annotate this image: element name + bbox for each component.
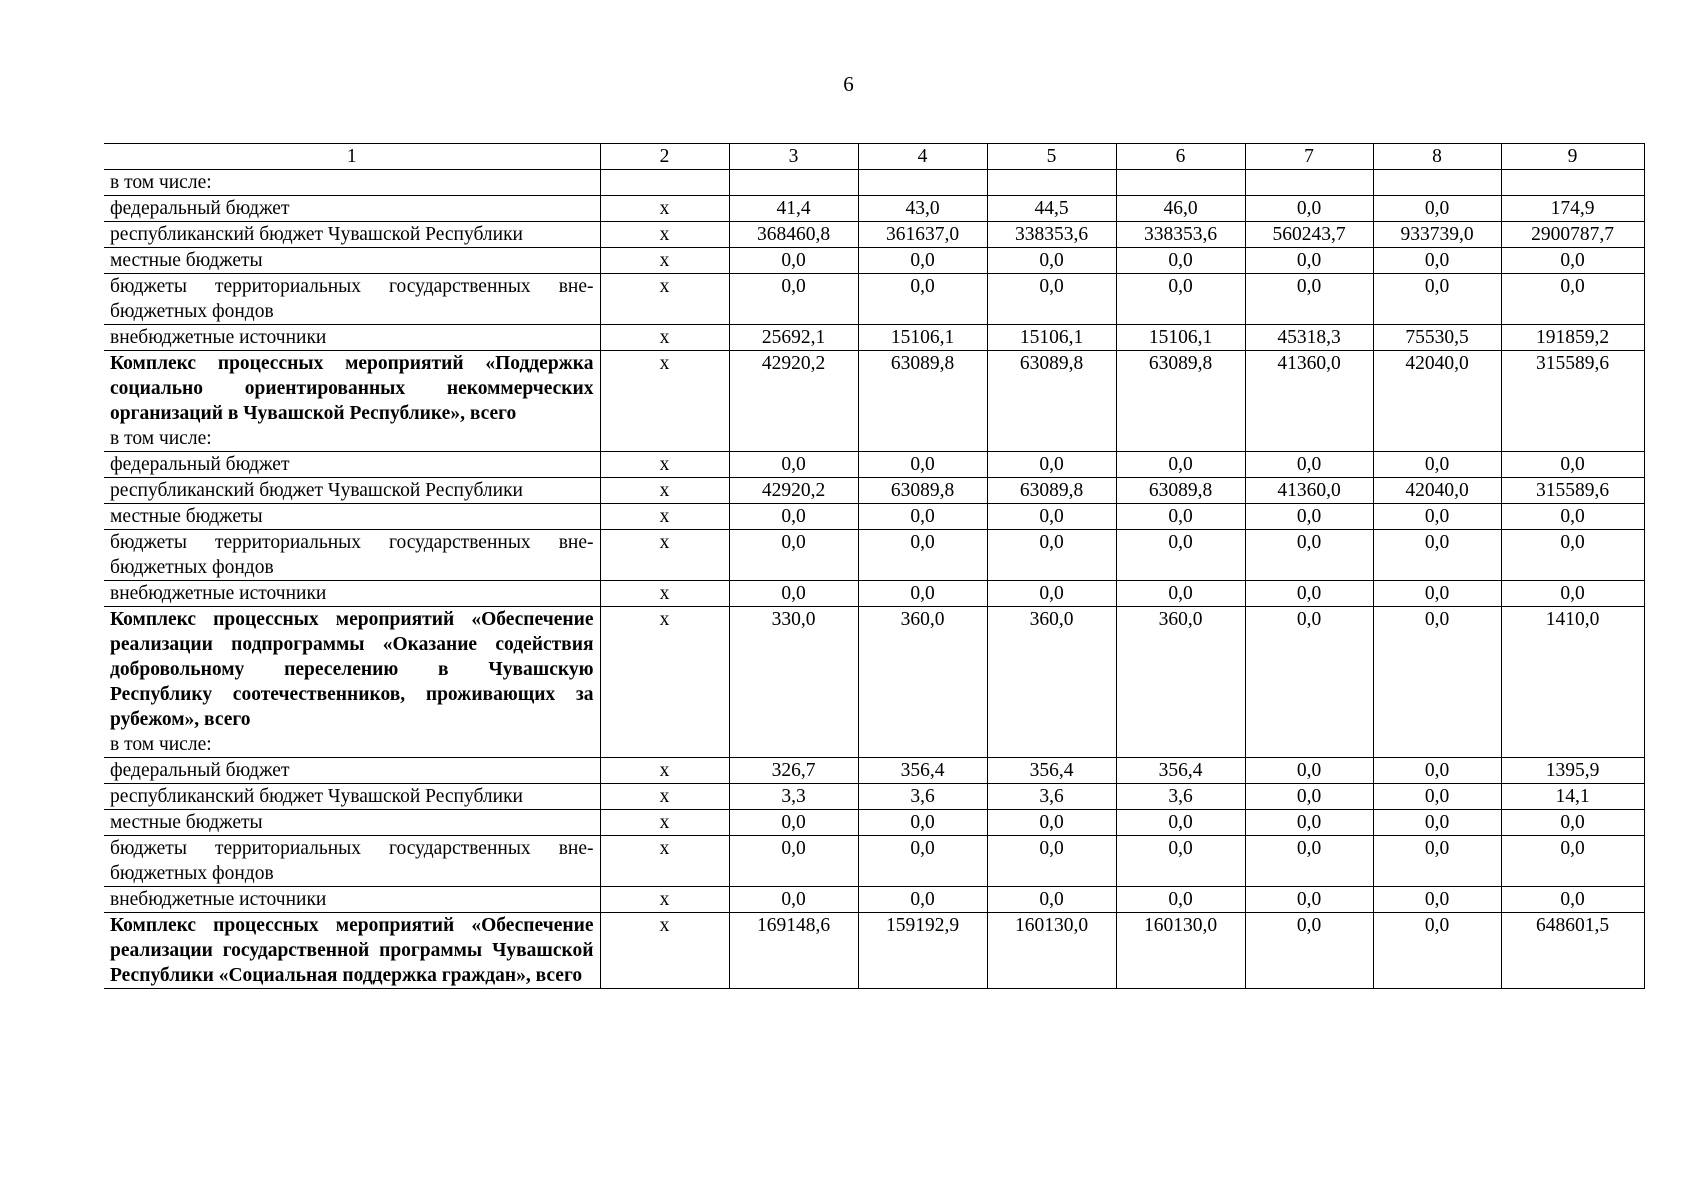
value-cell: 0,0 (729, 530, 858, 581)
value-cell: 0,0 (729, 836, 858, 887)
value-cell: 356,4 (858, 758, 987, 784)
value-cell: 0,0 (987, 836, 1116, 887)
value-cell: 0,0 (1373, 274, 1501, 325)
value-cell: 63089,8 (858, 478, 987, 504)
value-cell: 0,0 (1373, 810, 1501, 836)
value-cell: 0,0 (1501, 836, 1644, 887)
value-cell: 174,9 (1501, 196, 1644, 222)
row-label: местные бюджеты (104, 810, 600, 836)
value-cell: 15106,1 (1116, 325, 1245, 351)
value-cell: 0,0 (1245, 504, 1373, 530)
row-code-cell: х (600, 758, 729, 784)
value-cell: 1395,9 (1501, 758, 1644, 784)
value-cell: 0,0 (1245, 810, 1373, 836)
value-cell: 360,0 (858, 607, 987, 758)
row-code-cell: х (600, 504, 729, 530)
value-cell: 0,0 (1373, 913, 1501, 989)
row-label: федеральный бюджет (104, 758, 600, 784)
value-cell: 356,4 (1116, 758, 1245, 784)
row-label: федеральный бюджет (104, 452, 600, 478)
value-cell (1501, 170, 1644, 196)
row-label: бюджеты территориальных государственных вне-бюджетных фондов (104, 274, 600, 325)
row-label: внебюджетные источники (104, 581, 600, 607)
value-cell: 2900787,7 (1501, 222, 1644, 248)
value-cell: 0,0 (858, 248, 987, 274)
value-cell: 0,0 (1116, 810, 1245, 836)
row-label: внебюджетные источники (104, 325, 600, 351)
page-number: 6 (843, 72, 854, 96)
value-cell: 160130,0 (987, 913, 1116, 989)
row-label: в том числе: (104, 170, 600, 196)
row-code-cell: х (600, 325, 729, 351)
table-body (104, 170, 1644, 989)
value-cell: 0,0 (1116, 581, 1245, 607)
value-cell: 0,0 (1116, 452, 1245, 478)
value-cell: 0,0 (1116, 836, 1245, 887)
value-cell: 0,0 (1501, 530, 1644, 581)
row-label (104, 607, 600, 758)
value-cell: 0,0 (729, 248, 858, 274)
value-cell: 42920,2 (729, 478, 858, 504)
section-title: Комплекс процессных мероприятий «Поддержка социально ориентированных некоммерческих организаций в Чувашской Республике», всего (110, 353, 594, 424)
value-cell (987, 170, 1116, 196)
value-cell: 0,0 (987, 581, 1116, 607)
table-row (104, 607, 1644, 758)
value-cell: 0,0 (729, 452, 858, 478)
table-header (104, 144, 1644, 170)
row-label: федеральный бюджет (104, 196, 600, 222)
value-cell: 1410,0 (1501, 607, 1644, 758)
row-code-cell: х (600, 530, 729, 581)
value-cell: 0,0 (1501, 248, 1644, 274)
value-cell: 191859,2 (1501, 325, 1644, 351)
column-header: 9 (1501, 144, 1644, 170)
row-label: республиканский бюджет Чувашской Республики (104, 478, 600, 504)
value-cell: 368460,8 (729, 222, 858, 248)
value-cell: 315589,6 (1501, 351, 1644, 452)
table-row (104, 222, 1644, 248)
table-row (104, 248, 1644, 274)
value-cell: 0,0 (1245, 913, 1373, 989)
row-code-cell: х (600, 887, 729, 913)
row-code-cell: х (600, 274, 729, 325)
table-row (104, 452, 1644, 478)
value-cell: 0,0 (1116, 274, 1245, 325)
value-cell: 0,0 (858, 836, 987, 887)
section-title: Комплекс процессных мероприятий «Обеспечение реализации подпрограммы «Оказание содействия добровольному переселению в Чувашскую Республику соотечественников, проживающих за рубежом», всего (110, 609, 594, 730)
value-cell: 338353,6 (1116, 222, 1245, 248)
value-cell: 0,0 (1373, 887, 1501, 913)
row-code-cell: х (600, 222, 729, 248)
row-label: местные бюджеты (104, 504, 600, 530)
value-cell: 0,0 (1245, 581, 1373, 607)
row-code-cell: х (600, 607, 729, 758)
value-cell: 3,6 (858, 784, 987, 810)
value-cell: 0,0 (1245, 196, 1373, 222)
value-cell: 560243,7 (1245, 222, 1373, 248)
row-label: бюджеты территориальных государственных вне-бюджетных фондов (104, 836, 600, 887)
row-label: местные бюджеты (104, 248, 600, 274)
value-cell: 0,0 (1116, 504, 1245, 530)
table-row (104, 784, 1644, 810)
value-cell: 63089,8 (1116, 351, 1245, 452)
value-cell: 0,0 (987, 810, 1116, 836)
value-cell: 0,0 (1501, 581, 1644, 607)
table-row (104, 758, 1644, 784)
column-header: 5 (987, 144, 1116, 170)
value-cell: 0,0 (1373, 607, 1501, 758)
value-cell: 0,0 (1373, 530, 1501, 581)
value-cell: 42920,2 (729, 351, 858, 452)
value-cell: 63089,8 (987, 478, 1116, 504)
value-cell: 0,0 (1373, 248, 1501, 274)
value-cell: 0,0 (1501, 810, 1644, 836)
value-cell (729, 170, 858, 196)
value-cell: 0,0 (1501, 887, 1644, 913)
row-code-cell: х (600, 452, 729, 478)
value-cell: 0,0 (987, 887, 1116, 913)
value-cell: 0,0 (1245, 530, 1373, 581)
value-cell (858, 170, 987, 196)
row-code-cell: х (600, 351, 729, 452)
value-cell: 0,0 (1501, 274, 1644, 325)
value-cell: 0,0 (1501, 452, 1644, 478)
value-cell: 0,0 (1116, 530, 1245, 581)
table-row (104, 581, 1644, 607)
value-cell: 356,4 (987, 758, 1116, 784)
table-row (104, 196, 1644, 222)
value-cell: 361637,0 (858, 222, 987, 248)
value-cell: 25692,1 (729, 325, 858, 351)
value-cell: 0,0 (729, 581, 858, 607)
value-cell: 159192,9 (858, 913, 987, 989)
value-cell: 3,6 (987, 784, 1116, 810)
value-cell: 0,0 (858, 530, 987, 581)
value-cell: 63089,8 (987, 351, 1116, 452)
value-cell: 169148,6 (729, 913, 858, 989)
value-cell: 0,0 (987, 248, 1116, 274)
value-cell: 160130,0 (1116, 913, 1245, 989)
value-cell: 933739,0 (1373, 222, 1501, 248)
value-cell: 0,0 (1373, 581, 1501, 607)
table-row (104, 913, 1644, 989)
value-cell: 75530,5 (1373, 325, 1501, 351)
value-cell: 0,0 (1245, 758, 1373, 784)
value-cell: 0,0 (1245, 887, 1373, 913)
value-cell: 360,0 (987, 607, 1116, 758)
value-cell: 41360,0 (1245, 351, 1373, 452)
value-cell: 0,0 (1373, 758, 1501, 784)
budget-table (104, 143, 1645, 989)
value-cell: 0,0 (1245, 452, 1373, 478)
value-cell: 0,0 (729, 504, 858, 530)
value-cell: 46,0 (1116, 196, 1245, 222)
value-cell: 0,0 (858, 810, 987, 836)
value-cell: 0,0 (858, 452, 987, 478)
value-cell: 42040,0 (1373, 351, 1501, 452)
table-row (104, 887, 1644, 913)
value-cell: 0,0 (1245, 784, 1373, 810)
value-cell: 0,0 (1116, 248, 1245, 274)
row-code-cell: х (600, 810, 729, 836)
value-cell: 15106,1 (858, 325, 987, 351)
table-row (104, 836, 1644, 887)
value-cell: 0,0 (1373, 452, 1501, 478)
value-cell: 0,0 (1116, 887, 1245, 913)
value-cell: 0,0 (858, 887, 987, 913)
value-cell: 0,0 (987, 530, 1116, 581)
table-row (104, 351, 1644, 452)
row-code-cell: х (600, 581, 729, 607)
section-title: Комплекс процессных мероприятий «Обеспечение реализации государственной программы Чувашской Республики «Социальная поддержка граждан», всего (110, 915, 594, 986)
value-cell: 3,3 (729, 784, 858, 810)
value-cell: 63089,8 (858, 351, 987, 452)
value-cell: 14,1 (1501, 784, 1644, 810)
column-header: 6 (1116, 144, 1245, 170)
column-header: 7 (1245, 144, 1373, 170)
value-cell: 0,0 (729, 810, 858, 836)
row-code-cell: х (600, 913, 729, 989)
row-code-cell: х (600, 196, 729, 222)
row-label: бюджеты территориальных государственных вне-бюджетных фондов (104, 530, 600, 581)
value-cell: 0,0 (1373, 196, 1501, 222)
row-label (104, 913, 600, 989)
row-label (104, 351, 600, 452)
column-header: 3 (729, 144, 858, 170)
table-row (104, 810, 1644, 836)
column-header: 8 (1373, 144, 1501, 170)
table-row (104, 325, 1644, 351)
value-cell: 0,0 (1501, 504, 1644, 530)
value-cell: 3,6 (1116, 784, 1245, 810)
value-cell: 0,0 (1245, 836, 1373, 887)
value-cell: 43,0 (858, 196, 987, 222)
section-subtitle: в том числе: (110, 734, 212, 755)
value-cell: 0,0 (1373, 784, 1501, 810)
value-cell: 0,0 (729, 887, 858, 913)
value-cell: 63089,8 (1116, 478, 1245, 504)
value-cell: 45318,3 (1245, 325, 1373, 351)
column-header: 2 (600, 144, 729, 170)
row-code-cell: х (600, 478, 729, 504)
value-cell: 0,0 (729, 274, 858, 325)
table-row (104, 478, 1644, 504)
row-label: внебюджетные источники (104, 887, 600, 913)
table-row (104, 530, 1644, 581)
row-code-cell: х (600, 784, 729, 810)
value-cell: 0,0 (1245, 248, 1373, 274)
value-cell: 0,0 (1245, 607, 1373, 758)
value-cell: 326,7 (729, 758, 858, 784)
value-cell (1373, 170, 1501, 196)
value-cell: 0,0 (1373, 504, 1501, 530)
row-code-cell: х (600, 248, 729, 274)
table-row (104, 504, 1644, 530)
column-header: 1 (104, 144, 600, 170)
value-cell: 338353,6 (987, 222, 1116, 248)
value-cell: 648601,5 (1501, 913, 1644, 989)
section-subtitle: в том числе: (110, 428, 212, 449)
value-cell: 0,0 (858, 274, 987, 325)
table-row (104, 274, 1644, 325)
value-cell: 0,0 (858, 581, 987, 607)
value-cell: 0,0 (1245, 274, 1373, 325)
value-cell: 0,0 (987, 452, 1116, 478)
row-label: республиканский бюджет Чувашской Республики (104, 222, 600, 248)
value-cell: 44,5 (987, 196, 1116, 222)
row-code-cell (600, 170, 729, 196)
value-cell: 41,4 (729, 196, 858, 222)
value-cell: 0,0 (987, 274, 1116, 325)
value-cell: 42040,0 (1373, 478, 1501, 504)
value-cell: 15106,1 (987, 325, 1116, 351)
value-cell: 0,0 (987, 504, 1116, 530)
column-header: 4 (858, 144, 987, 170)
value-cell: 315589,6 (1501, 478, 1644, 504)
value-cell (1245, 170, 1373, 196)
value-cell (1116, 170, 1245, 196)
table-row (104, 170, 1644, 196)
value-cell: 360,0 (1116, 607, 1245, 758)
value-cell: 0,0 (858, 504, 987, 530)
value-cell: 330,0 (729, 607, 858, 758)
row-code-cell: х (600, 836, 729, 887)
row-label: республиканский бюджет Чувашской Республики (104, 784, 600, 810)
value-cell: 41360,0 (1245, 478, 1373, 504)
header-row (104, 144, 1644, 170)
value-cell: 0,0 (1373, 836, 1501, 887)
